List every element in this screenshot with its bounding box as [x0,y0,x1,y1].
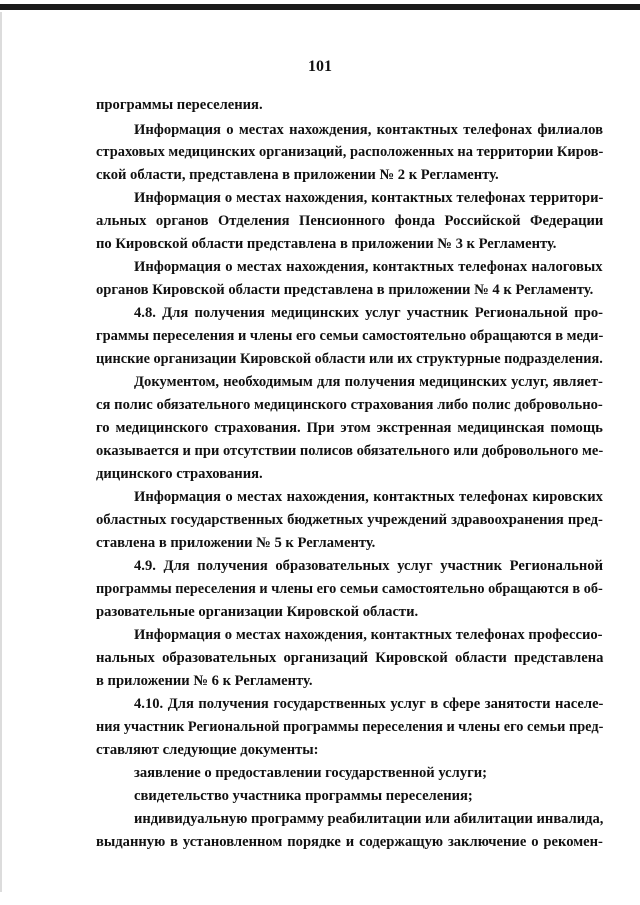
text-line: органов Кировской области представлена в приложении № 4 к Регламенту. [96,282,594,298]
text-line: цинские организации Кировской области или их структурные подразделения. [96,351,603,367]
text-line: 4.8. Для получения медицинских услуг участник Региональной про- [134,305,603,321]
text-line: по Кировской области представлена в приложении № 3 к Регламенту. [96,236,557,252]
text-line: свидетельство участника программы переселения; [134,788,473,804]
text-line: Информация о местах нахождения, контактных телефонах профессио- [134,627,603,643]
text-line: страховых медицинских организаций, расположенных на территории Киров- [96,144,604,160]
scan-left-edge [0,12,2,892]
text-line: граммы переселения и члены его семьи самостоятельно обращаются в меди- [96,328,604,344]
text-line: Информация о местах нахождения, контактных телефонах территори- [134,190,604,206]
text-line: ся полис обязательного медицинского страхования либо полис добровольно- [96,397,603,413]
text-line: индивидуальную программу реабилитации или абилитации инвалида, [134,811,604,827]
text-line: ставлена в приложении № 5 к Регламенту. [96,535,376,551]
text-line: 4.9. Для получения образовательных услуг участник Региональной [134,558,604,574]
text-line: программы переселения. [96,97,263,113]
text-line: альных органов Отделения Пенсионного фонда Российской Федерации [96,213,604,229]
text-line: выданную в установленном порядке и содержащую заключение о рекомен- [96,834,603,850]
text-line: областных государственных бюджетных учреждений здравоохранения пред- [96,512,603,528]
text-line: нальных образовательных организаций Кировской области представлена [96,650,604,666]
text-line: 4.10. Для получения государственных услуг в сфере занятости населе- [134,696,604,712]
text-line: дицинского страхования. [96,466,263,482]
text-line: ставляют следующие документы: [96,742,319,758]
text-line: Документом, необходимым для получения медицинских услуг, являет- [134,374,603,390]
scan-top-border [0,4,640,10]
text-line: в приложении № 6 к Регламенту. [96,673,313,689]
text-line: оказывается и при отсутствии полисов обязательного или добровольного ме- [96,443,604,459]
text-line: Информация о местах нахождения, контактных телефонах кировских [134,489,603,505]
text-line: заявление о предоставлении государственной услуги; [134,765,488,781]
text-line: ния участник Региональной программы переселения и члены его семьи пред- [96,719,604,735]
text-line: го медицинского страхования. При этом экстренная медицинская помощь [96,420,603,436]
text-line: Информация о местах нахождения, контактных телефонах налоговых [134,259,603,275]
text-line: ской области, представлена в приложении № 2 к Регламенту. [96,167,499,183]
text-line: разовательные организации Кировской области. [96,604,419,620]
text-line: программы переселения и члены его семьи самостоятельно обращаются в об- [96,581,603,597]
text-line: Информация о местах нахождения, контактных телефонах филиалов [134,122,603,138]
page-number: 101 [308,58,332,75]
